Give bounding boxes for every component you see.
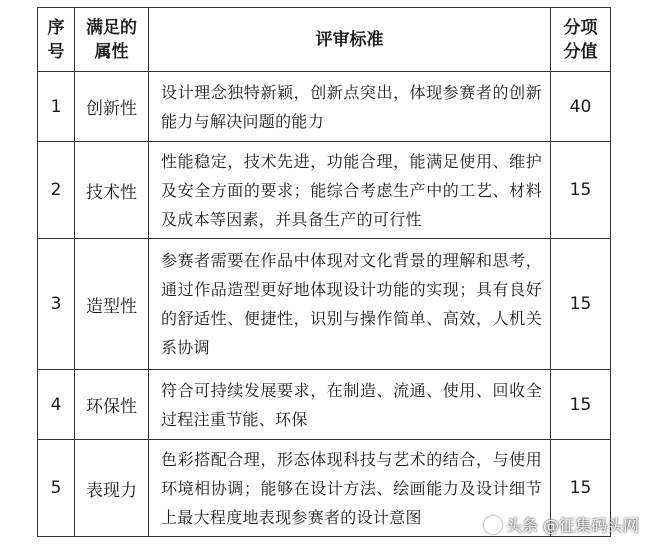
row-attribute: 技术性 — [75, 142, 149, 239]
table-header-row — [38, 8, 611, 72]
row-attribute: 表现力 — [75, 440, 149, 537]
row-score: 15 — [551, 440, 611, 537]
row-score: 15 — [551, 370, 611, 440]
row-no: 2 — [38, 142, 75, 239]
row-no: 4 — [38, 370, 75, 440]
row-criteria: 参赛者需要在作品中体现对文化背景的理解和思考，通过作品造型更好地体现设计功能的实现；具有良好的舒适性、便捷性，识别与操作简单、高效，人机关系协调 — [149, 239, 551, 370]
camera-icon — [484, 516, 502, 534]
header-criteria: 评审标准 — [149, 8, 551, 72]
header-attribute: 满足的 属性 — [75, 8, 149, 72]
watermark-text: 头条 @征集码头网 — [505, 516, 639, 535]
table-row — [38, 142, 611, 239]
row-attribute: 环保性 — [75, 370, 149, 440]
table-row — [38, 72, 611, 142]
table-row — [38, 239, 611, 370]
row-no: 1 — [38, 72, 75, 142]
row-no: 3 — [38, 239, 75, 370]
header-score: 分项 分值 — [551, 8, 611, 72]
row-no: 5 — [38, 440, 75, 537]
table-row — [38, 370, 611, 440]
watermark — [484, 513, 639, 536]
row-criteria: 符合可持续发展要求，在制造、流通、使用、回收全过程注重节能、环保 — [149, 370, 551, 440]
header-no: 序 号 — [38, 8, 75, 72]
evaluation-criteria-table — [37, 7, 611, 537]
row-criteria: 色彩搭配合理，形态体现科技与艺术的结合，与使用环境相协调；能够在设计方法、绘画能力及设计细节上最大程度地表现参赛者的设计意图 — [149, 440, 551, 537]
row-criteria: 设计理念独特新颖，创新点突出，体现参赛者的创新能力与解决问题的能力 — [149, 72, 551, 142]
row-score: 15 — [551, 142, 611, 239]
row-score: 40 — [551, 72, 611, 142]
row-attribute: 创新性 — [75, 72, 149, 142]
row-criteria: 性能稳定，技术先进，功能合理，能满足使用、维护及安全方面的要求；能综合考虑生产中的工艺、材料及成本等因素，并具备生产的可行性 — [149, 142, 551, 239]
row-score: 15 — [551, 239, 611, 370]
row-attribute: 造型性 — [75, 239, 149, 370]
